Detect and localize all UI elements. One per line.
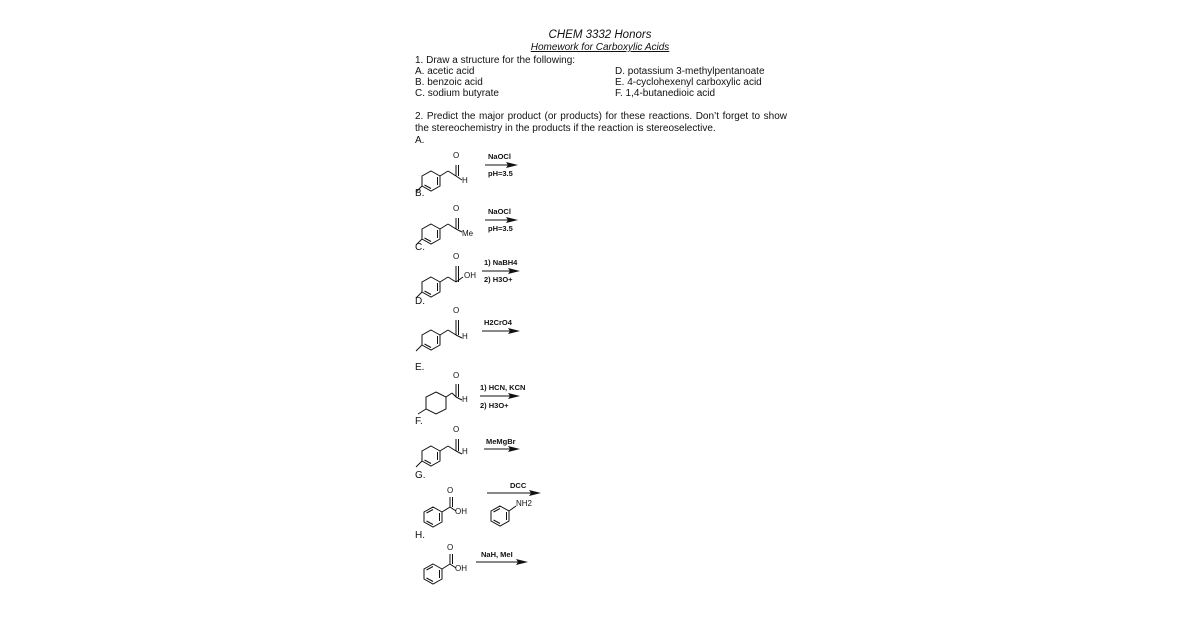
reaction-label-b: B. [415, 188, 425, 199]
reagent-b-bottom: pH=3.5 [488, 224, 513, 233]
group-label-g: OH [455, 507, 467, 516]
reagent-f-top: MeMgBr [486, 437, 516, 446]
oxygen-label-a: O [453, 151, 460, 160]
reagent-c-top: 1) NaBH4 [484, 258, 518, 267]
group-label-d: H [462, 332, 468, 341]
page-subtitle: Homework for Carboxylic Acids [530, 42, 670, 53]
oxygen-label-g: O [447, 486, 454, 495]
reaction-label-h: H. [415, 530, 425, 541]
oxygen-label-b: O [453, 204, 460, 213]
reagent-e-top: 1) HCN, KCN [480, 383, 526, 392]
reaction-label-c: C. [415, 242, 425, 253]
reaction-label-a: A. [415, 135, 425, 146]
oxygen-label-e: O [453, 371, 460, 380]
q1-item-f: F. 1,4-butanedioic acid [615, 88, 716, 99]
reaction-label-g: G. [415, 470, 426, 481]
reagent-b-top: NaOCl [488, 207, 511, 216]
group-label-c: OH [464, 271, 476, 280]
oxygen-label-c: O [453, 252, 460, 261]
reagent-e-bottom: 2) H3O+ [480, 401, 509, 410]
oxygen-label-f: O [453, 425, 460, 434]
q1-item-e: E. 4-cyclohexenyl carboxylic acid [615, 77, 762, 88]
reagent-c-bottom: 2) H3O+ [484, 275, 513, 284]
reagent-a-top: NaOCl [488, 152, 511, 161]
q1-item-d: D. potassium 3-methylpentanoate [615, 66, 765, 77]
q1-item-b: B. benzoic acid [415, 77, 483, 88]
group-label-e: H [462, 395, 468, 404]
q1-prompt: 1. Draw a structure for the following: [415, 55, 576, 66]
co-reactant-label-g: NH2 [516, 499, 533, 508]
reagent-d-top: H2CrO4 [484, 318, 512, 327]
reagent-g-top: DCC [510, 481, 527, 490]
q1-item-c: C. sodium butyrate [415, 88, 499, 99]
group-label-a: H [462, 176, 468, 185]
group-label-f: H [462, 447, 468, 456]
oxygen-label-d: O [453, 306, 460, 315]
reaction-label-e: E. [415, 362, 425, 373]
reaction-label-d: D. [415, 296, 425, 307]
q1-item-a: A. acetic acid [415, 66, 475, 77]
group-label-h: OH [455, 564, 467, 573]
group-label-b: Me [462, 229, 474, 238]
oxygen-label-h: O [447, 543, 454, 552]
page-title: CHEM 3332 Honors [548, 29, 652, 41]
reagent-h-top: NaH, MeI [481, 550, 513, 559]
q2-prompt: 2. Predict the major product (or products) for these reactions. Don’t forget to show the stereochemistry in the products if the reaction is stereoselective. [415, 111, 787, 134]
reaction-label-f: F. [415, 416, 423, 427]
reagent-a-bottom: pH=3.5 [488, 169, 513, 178]
